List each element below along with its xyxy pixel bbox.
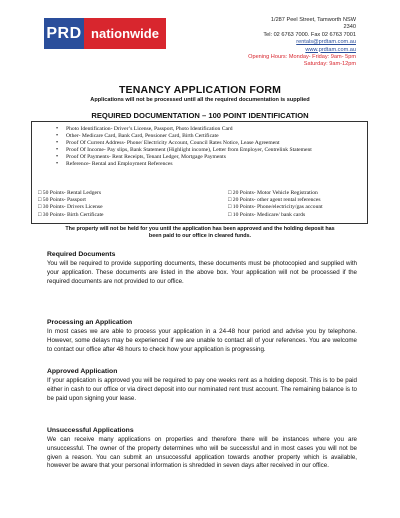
office-website-link[interactable]: www.prdtam.com.au	[305, 46, 356, 53]
page-title: TENANCY APPLICATION FORM	[118, 84, 282, 96]
points-checkbox-item[interactable]: □ 30 Points- Birth Certificate	[38, 211, 104, 218]
requirements-heading: REQUIRED DOCUMENTATION – 100 POINT IDENTIFICATION	[91, 111, 309, 120]
section-heading: Required Documents	[47, 251, 116, 258]
section-body: In most cases we are able to process your application in a 24-48 hour period and advise you by telephone. However, some delays may be experienced if we are unable to contact all of your references. You are welcome to contact our office after 48 hours to check how your application is progressing.	[47, 328, 357, 353]
section-approved-application	[47, 367, 357, 403]
points-list-right	[228, 190, 323, 219]
documentation-checklist	[56, 126, 361, 168]
prd-nationwide-logo	[44, 18, 166, 49]
checklist-item: • Reference- Rental and Employment References	[56, 161, 361, 168]
office-hours-weekday: Opening Hours: Monday- Friday: 9am- 5pm	[248, 54, 356, 61]
section-body: You will be required to provide supporting documents, these documents must be photocopied and supplied with your application. These documents are listed in the above box. Your application will not be processed if the required documents are not provided to our office.	[47, 260, 357, 285]
section-body: We can receive many applications on properties and therefore there will be instances where you are unsuccessful. The owner of the property determines who will be successful and in most cases you will not be given a reason. You can submit an unsuccessful application towards another property which is available, however be aware that your personal information is shredded in seven days after received in our office.	[47, 436, 357, 470]
section-body: If your application is approved you will be required to pay one weeks rent as a holding deposit. This is to be paid either in cash to our office or via direct deposit into our nominated rent trust account. The remaining balance is to be paid upon signing your lease.	[47, 377, 357, 402]
checklist-item: • Proof Of Income- Pay slips, Bank Statement (Highlight income), Letter from Employer, Centrelink Statement	[56, 147, 361, 154]
checklist-item: • Proof Of Payments- Rent Receipts, Tenant Ledger, Mortgage Payments	[56, 154, 361, 161]
office-address-line1: 1/287 Peel Street, Tamworth NSW	[270, 17, 356, 23]
office-phone-fax: Tel: 02 6763 7000. Fax 02 6763 7001	[263, 31, 356, 38]
page-subtitle: Applications will not be processed until all the required documentation is supplied	[90, 97, 310, 103]
points-checkbox-item[interactable]: □ 10 Points- Medicare/ bank cards	[228, 211, 306, 218]
points-checkbox-item[interactable]: □ 20 Points- other agent rental references	[228, 197, 321, 204]
holding-deposit-notice	[0, 226, 400, 240]
office-hours-saturday: Saturday: 9am-12pm	[303, 61, 356, 68]
office-email-link[interactable]: rentals@prdtam.com.au	[296, 39, 356, 46]
points-checkbox-item[interactable]: □ 50 Points- Passport	[38, 197, 86, 204]
checklist-item: • Photo Identification- Driver’s License, Passport, Photo Identification Card	[56, 126, 361, 133]
points-checkbox-item[interactable]: □ 50 Points- Rental Ledgers	[38, 190, 102, 196]
section-heading: Unsuccessful Applications	[47, 427, 134, 434]
checklist-item: • Other- Medicare Card, Bank Card, Pensioner Card, Birth Certificate	[56, 133, 361, 140]
points-checkbox-item[interactable]: □ 10 Points- Phone/electricity/gas account	[228, 204, 323, 211]
notice-line: been paid to our office in cleared funds.	[148, 233, 252, 240]
section-heading: Processing an Application	[47, 319, 133, 326]
logo-prd-text: PRD	[44, 18, 84, 49]
points-checkbox-item[interactable]: □ 30 Points- Drivers License	[38, 204, 103, 211]
notice-line: The property will not be held for you until the application has been approved and the holding deposit has	[65, 226, 335, 232]
documentation-box	[31, 121, 368, 224]
office-address-line2: 2340	[343, 24, 356, 31]
points-checkbox-item[interactable]: □ 20 Points- Motor Vehicle Registration	[228, 190, 318, 196]
section-unsuccessful-applications	[47, 426, 357, 471]
section-heading: Approved Application	[47, 368, 118, 375]
section-processing-application	[47, 318, 357, 354]
office-contact-block	[248, 17, 356, 69]
section-required-documents	[47, 250, 357, 286]
points-list-left	[38, 190, 104, 219]
checklist-item: • Proof Of Current Address- Phone/ Electricity Account, Council Rates Notice, Lease Agreement	[56, 140, 361, 147]
logo-nationwide-text: nationwide	[84, 18, 166, 49]
